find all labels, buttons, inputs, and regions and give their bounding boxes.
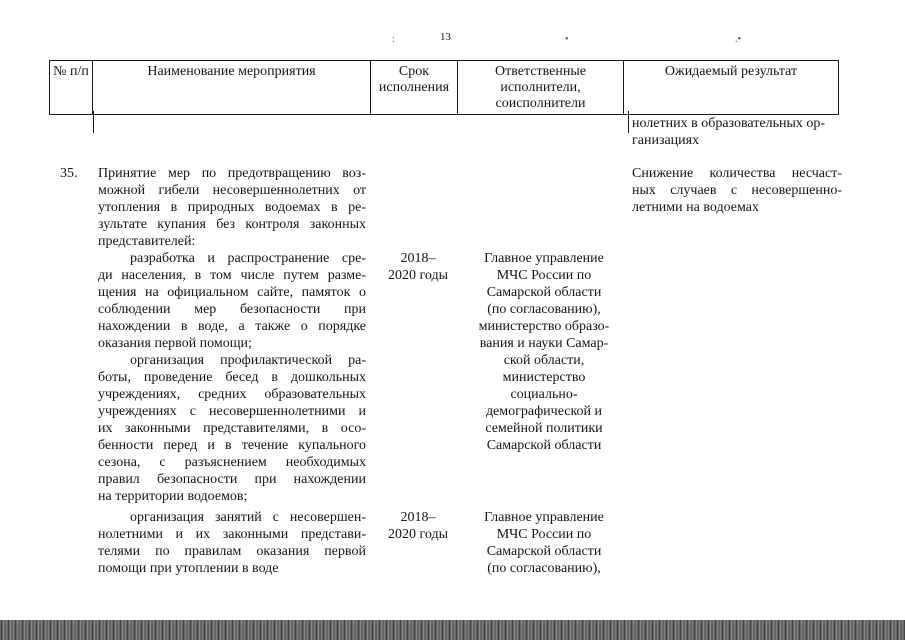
text-line: их законными представителями, в осо-: [98, 421, 366, 436]
text-line: ганизациях: [632, 133, 700, 148]
text-line: ской области,: [503, 353, 585, 368]
subitem-memo-distribution: [98, 250, 366, 352]
continued-result: [632, 115, 842, 149]
text-line: нахождении в воде, а также о порядке: [98, 319, 366, 334]
item-title: [98, 165, 366, 250]
text-line: 2018–: [400, 251, 436, 266]
subitem-preventive-work: [98, 352, 366, 505]
text-line: 2020 годы: [387, 268, 449, 283]
text-line: сезона, с разъяснением необходимых: [98, 455, 366, 470]
text-line: Главное управление: [484, 510, 604, 525]
text-line: утопления в природных водоемах в ре-: [98, 200, 366, 215]
text-line: 2020 годы: [387, 527, 449, 542]
text-line: щения на официальном сайте, памяток о: [98, 285, 366, 300]
text-line: оказания первой помощи;: [98, 336, 252, 351]
text-line: министерство образо-: [478, 319, 610, 334]
text-line: (по согласованию),: [487, 561, 601, 576]
text-line: можной гибели несовершеннолетних от: [98, 183, 366, 198]
text-line: демографической и: [485, 404, 603, 419]
header-col-result: Ожидаемый результат: [624, 61, 839, 115]
page-number: 13: [440, 31, 451, 43]
text-line: представителей:: [98, 234, 196, 249]
text-line: учреждениях с несовершеннолетними и: [98, 404, 366, 419]
text-line: Самарской области: [486, 438, 602, 453]
header-col-number: № п/п: [50, 61, 93, 115]
text-line: Самарской области: [486, 285, 602, 300]
column-divider: [93, 111, 94, 133]
subitem-first-aid-classes: [98, 509, 366, 577]
text-line: Принятие мер по предотвращению воз-: [98, 166, 366, 181]
text-line: Самарской области: [486, 544, 602, 559]
text-line: (по согласованию),: [487, 302, 601, 317]
text-line: ных случаев с несовершенно-: [632, 183, 842, 198]
term-cell-1: [376, 250, 460, 284]
text-line: Главное управление: [484, 251, 604, 266]
text-line: бенности перед и в течение купального: [98, 438, 366, 453]
text-line: нолетними и их законными представи-: [98, 527, 366, 542]
text-line: Снижение количества несчаст-: [632, 166, 842, 181]
scan-border: [0, 620, 905, 640]
text-line: ди населения, в том числе путем разме-: [98, 268, 366, 283]
text-line: организация занятий с несовершен-: [130, 510, 366, 525]
text-line: МЧС России по: [496, 527, 592, 542]
text-line: зультате купания без контроля законных: [98, 217, 366, 232]
header-col-responsible: Ответственные исполнители, соисполнители: [458, 61, 624, 115]
text-line: помощи при утоплении в воде: [98, 561, 279, 576]
text-line: организация профилактической ра-: [130, 353, 366, 368]
header-col-name: Наименование мероприятия: [93, 61, 371, 115]
table-header: [49, 60, 839, 115]
text-line: учреждениях, средних образовательных: [98, 387, 366, 402]
text-line: боты, проведение бесед в дошкольных: [98, 370, 366, 385]
text-line: семейной политики: [485, 421, 603, 436]
scan-speck: .•: [735, 34, 742, 45]
scan-speck: :: [392, 34, 395, 45]
header-col-term: Срок исполнения: [371, 61, 458, 115]
text-line: соблюдении мер безопасности при: [98, 302, 366, 317]
text-line: министерство: [502, 370, 586, 385]
item-result: [632, 165, 842, 216]
text-line: 2018–: [400, 510, 436, 525]
text-line: нолетних в образовательных ор-: [632, 116, 826, 131]
text-line: летними на водоемах: [632, 200, 759, 215]
item-number: 35.: [60, 166, 78, 181]
text-line: правил безопасности при нахождении: [98, 472, 366, 487]
text-line: социально-: [510, 387, 578, 402]
text-line: МЧС России по: [496, 268, 592, 283]
text-line: разработка и распространение сре-: [130, 251, 366, 266]
text-line: на территории водоемов;: [98, 489, 248, 504]
responsible-cell-2: [463, 509, 625, 577]
text-line: телями по правилам оказания первой: [98, 544, 366, 559]
scan-speck: •: [565, 34, 569, 45]
responsible-cell-1: [463, 250, 625, 454]
term-cell-2: [376, 509, 460, 543]
column-divider: [628, 111, 629, 133]
text-line: вания и науки Самар-: [479, 336, 609, 351]
